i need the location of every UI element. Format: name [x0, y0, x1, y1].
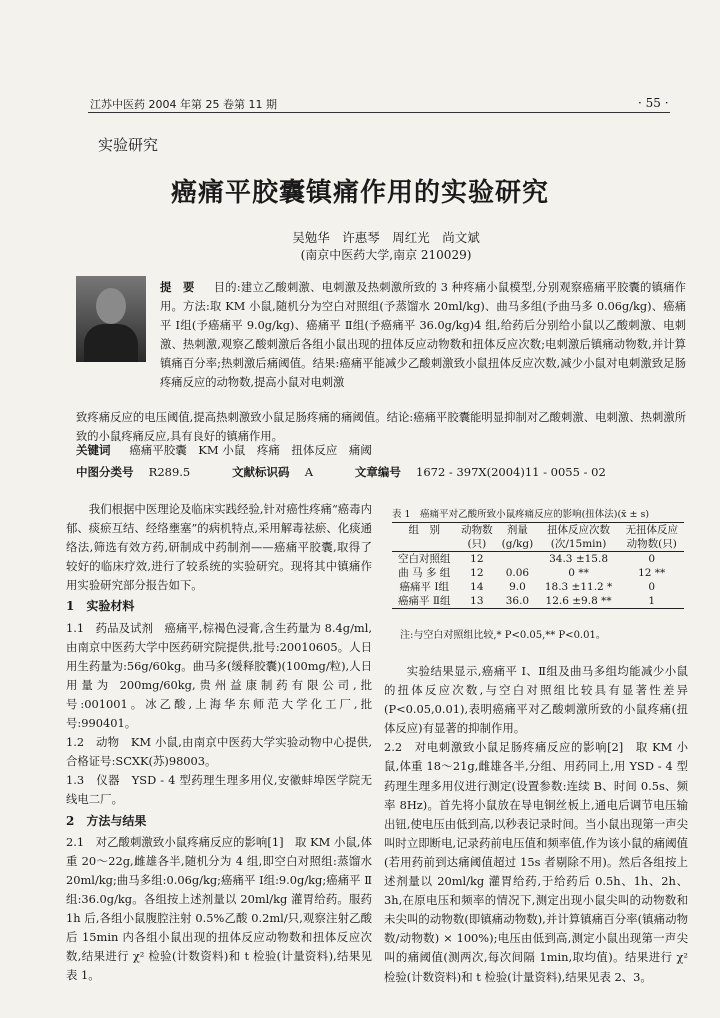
section-label: 实验研究: [98, 136, 159, 154]
table-cell: 0: [648, 581, 656, 593]
keywords-text: 癌痛平胶囊 KM 小鼠 疼痛 扭体反应 痛阈: [129, 443, 372, 457]
table-header-cell: (g/kg): [497, 537, 538, 552]
affiliation: (南京中医药大学,南京 210029): [300, 248, 472, 262]
para-2-2: 2.2 对电刺激致小鼠足肠疼痛反应的影响[2] 取 KM 小鼠,体重 18～21g,雌雄各半,分组、用药同上,用 YSD - 4 型药理生理多用仪进行测定(设置参数:连续 B、时间 0.5s、频率 8Hz)。首先将小鼠放在导电铜丝板上,通电后调节电压输出钮,使电压由低到高,以秒表记录时间。当小鼠出现第一声尖叫时立即断电,记录药前电压值和频率值,作为该小鼠的痛阈值(若用药前到达痛阈值超过 15s 者剔除不用)。然后各组按上述剂量以 20ml/kg 灌胃给药,于给药后 0.5h、1h、2h、3h,在原电压和频率的情况下,测定出现小鼠尖叫的动物数和未尖叫的动物数(即镇痛动物数),并计算镇痛百分率(镇痛动物数/动物数) × 100%);电压由低到高,测定小鼠出现第一声尖叫的痛阈值(测两次,每次间隔 1min,取均值)。结果进行 χ² 检验(计数资料)和 t 检验(计量资料),结果见表 2、3。: [384, 740, 688, 984]
table-header-cell: 组 别: [392, 523, 457, 538]
para-2-1: 2.1 对乙酸刺激致小鼠疼痛反应的影响[1] 取 KM 小鼠,体重 20～22g,雌雄各半,随机分为 4 组,即空白对照组:蒸馏水 20ml/kg;曲马多组:0.06g/kg;癌痛平 Ⅰ组:9.0g/kg;癌痛平 Ⅱ组:36.0g/kg。各组按上述剂量以 20ml/kg 灌胃给药。服药 1h 后,各组小鼠腹腔注射 0.5%乙酸 0.2ml/只,观察注射乙酸后 15min 内各组小鼠出现的扭体反应动物数和扭体反应次数,结果进行 χ² 检验(计数资料)和 t 检验(计量资料),结果见表 1。: [66, 834, 372, 983]
table-header-cell: [392, 537, 457, 552]
table-header-cell: 无扭体反应: [619, 523, 684, 538]
intro-paragraph: 我们根据中医理论及临床实践经验,针对癌性疼痛“癌毒内郁、痰瘀互结、经络壅塞”的病机特点,采用解毒祛瘀、化痰通络法,筛选有效方药,研制成中药制剂——癌痛平胶囊,取得了较好的临床疗效,进行了较系统的实验研究。现将其中镇痛作用实验研究部分报告如下。: [66, 502, 372, 593]
table-cell: [497, 552, 538, 567]
abstract-part-1: [160, 278, 686, 392]
table-header-cell: 动物数: [457, 523, 498, 538]
table-cell: 9.0: [509, 581, 526, 593]
classification-line: [76, 464, 686, 480]
journal-header: 江苏中医药 2004 年第 25 卷第 11 期: [90, 98, 277, 111]
table-caption: 表 1 癌痛平对乙酸所致小鼠疼痛反应的影响(扭体法)(x̄ ± s): [392, 509, 650, 520]
table-cell: 0: [648, 553, 656, 565]
table-cell: 癌痛平 Ⅰ组: [399, 581, 450, 593]
table-cell: 14: [470, 581, 484, 593]
para-1-3: 1.3 仪器 YSD - 4 型药理生理多用仪,安徽蚌埠医学院无线电二厂。: [66, 773, 372, 807]
table-cell: 18.3 ±11.2 *: [544, 581, 613, 593]
table-cell: 12.6 ±9.8 **: [538, 594, 620, 609]
table-cell: 0 **: [568, 567, 589, 579]
table-cell: 13: [457, 594, 498, 609]
table-note: 注:与空白对照组比较,* P<0.05,** P<0.01。: [400, 630, 606, 641]
table-cell: 空白对照组: [398, 553, 451, 565]
art-label: 文章编号: [354, 465, 401, 479]
keywords-label: 关键词: [76, 443, 111, 457]
page-number: · 55 ·: [638, 96, 669, 110]
abstract-text-2: 致疼痛反应的电压阈值,提高热刺激致小鼠足肠疼痛的痛阈值。结论:癌痛平胶囊能明显抑制对乙酸刺激、电刺激、热刺激所致的小鼠疼痛反应,具有良好的镇痛作用。: [76, 411, 686, 443]
table-row: [392, 566, 684, 580]
cls-value: R289.5: [148, 465, 191, 479]
table-cell: 12: [470, 553, 484, 565]
article-title: 癌痛平胶囊镇痛作用的实验研究: [170, 178, 549, 208]
table-row: [392, 580, 684, 594]
table-header-cell: 扭体反应次数: [538, 523, 620, 538]
left-column: [66, 500, 372, 985]
authors: 吴勉华 许惠琴 周红光 尚文斌: [292, 230, 480, 245]
table-cell: 36.0: [497, 594, 538, 609]
table-header-cell: (只): [457, 537, 498, 552]
table-cell: 曲 马 多 组: [398, 567, 451, 579]
table-row: [392, 552, 684, 567]
table-cell: 0.06: [505, 567, 530, 579]
abstract-text-1: 目的:建立乙酸刺激、电刺激及热刺激所致的 3 种疼痛小鼠模型,分别观察癌痛平胶囊的镇痛作用。方法:取 KM 小鼠,随机分为空白对照组(予蒸馏水 20ml/kg)、曲马多组(予曲马多 0.06g/kg)、癌痛平 Ⅰ组(予癌痛平 9.0g/kg)、癌痛平 Ⅱ组(予癌痛平 36.0g/kg)4 组,给药后分别给小鼠以乙酸刺激、电刺激、热刺激,观察乙酸刺激后各组小鼠出现的扭体反应动物数和扭体反应次数;电刺激后镇痛动物数,并计算镇痛百分率;热刺激后痛阈值。结果:癌痛平能减少乙酸刺激致小鼠扭体反应次数,减少小鼠对电刺激致足肠疼痛反应的动物数,提高小鼠对电刺激: [160, 281, 686, 389]
author-photo: [76, 276, 146, 362]
doc-value: A: [304, 465, 314, 479]
table-cell: 12: [470, 567, 484, 579]
result-paragraph: 实验结果显示,癌痛平 Ⅰ、Ⅱ组及曲马多组均能减少小鼠的扭体反应次数,与空白对照组比较具有显著性差异(P<0.05,0.01),表明癌痛平对乙酸刺激所致的小鼠疼痛(扭体反应)有显著的抑制作用。: [384, 664, 688, 736]
heading-materials: 1 实验材料: [66, 599, 135, 614]
heading-methods: 2 方法与结果: [66, 813, 147, 828]
para-1-1: 1.1 药品及试剂 癌痛平,棕褐色浸膏,含生药量为 8.4g/ml,由南京中医药大学中医药研究院提供,批号:20010605。人日用生药量为:56g/60kg。曲马多(缓释胶囊)(100mg/粒),人日用量为 200mg/60kg,贵州益康制药有限公司,批号:001001。冰乙酸,上海华东师范大学化工厂,批号:990401。: [66, 620, 372, 731]
results-table: [392, 522, 684, 609]
cls-label: 中图分类号: [76, 465, 134, 479]
header-rule: [88, 112, 670, 113]
table-cell: 癌痛平 Ⅱ组: [392, 594, 457, 609]
table-header-cell: (次/15min): [538, 537, 620, 552]
table-row: [392, 594, 684, 609]
table-cell: 1: [619, 594, 684, 609]
table-cell: 34.3 ±15.8: [549, 553, 609, 565]
art-value: 1672 - 397X(2004)11 - 0055 - 02: [416, 465, 606, 479]
table-header-cell: 动物数(只): [619, 537, 684, 552]
keywords: [76, 442, 686, 458]
table-cell: 12 **: [638, 567, 666, 579]
doc-label: 文献标识码: [232, 465, 290, 479]
abstract-label: 提 要: [160, 280, 195, 294]
right-column: [384, 662, 688, 987]
para-1-2: 1.2 动物 KM 小鼠,由南京中医药大学实验动物中心提供,合格证号:SCXK(苏)98003。: [66, 735, 372, 769]
table-header-cell: 剂量: [497, 523, 538, 538]
